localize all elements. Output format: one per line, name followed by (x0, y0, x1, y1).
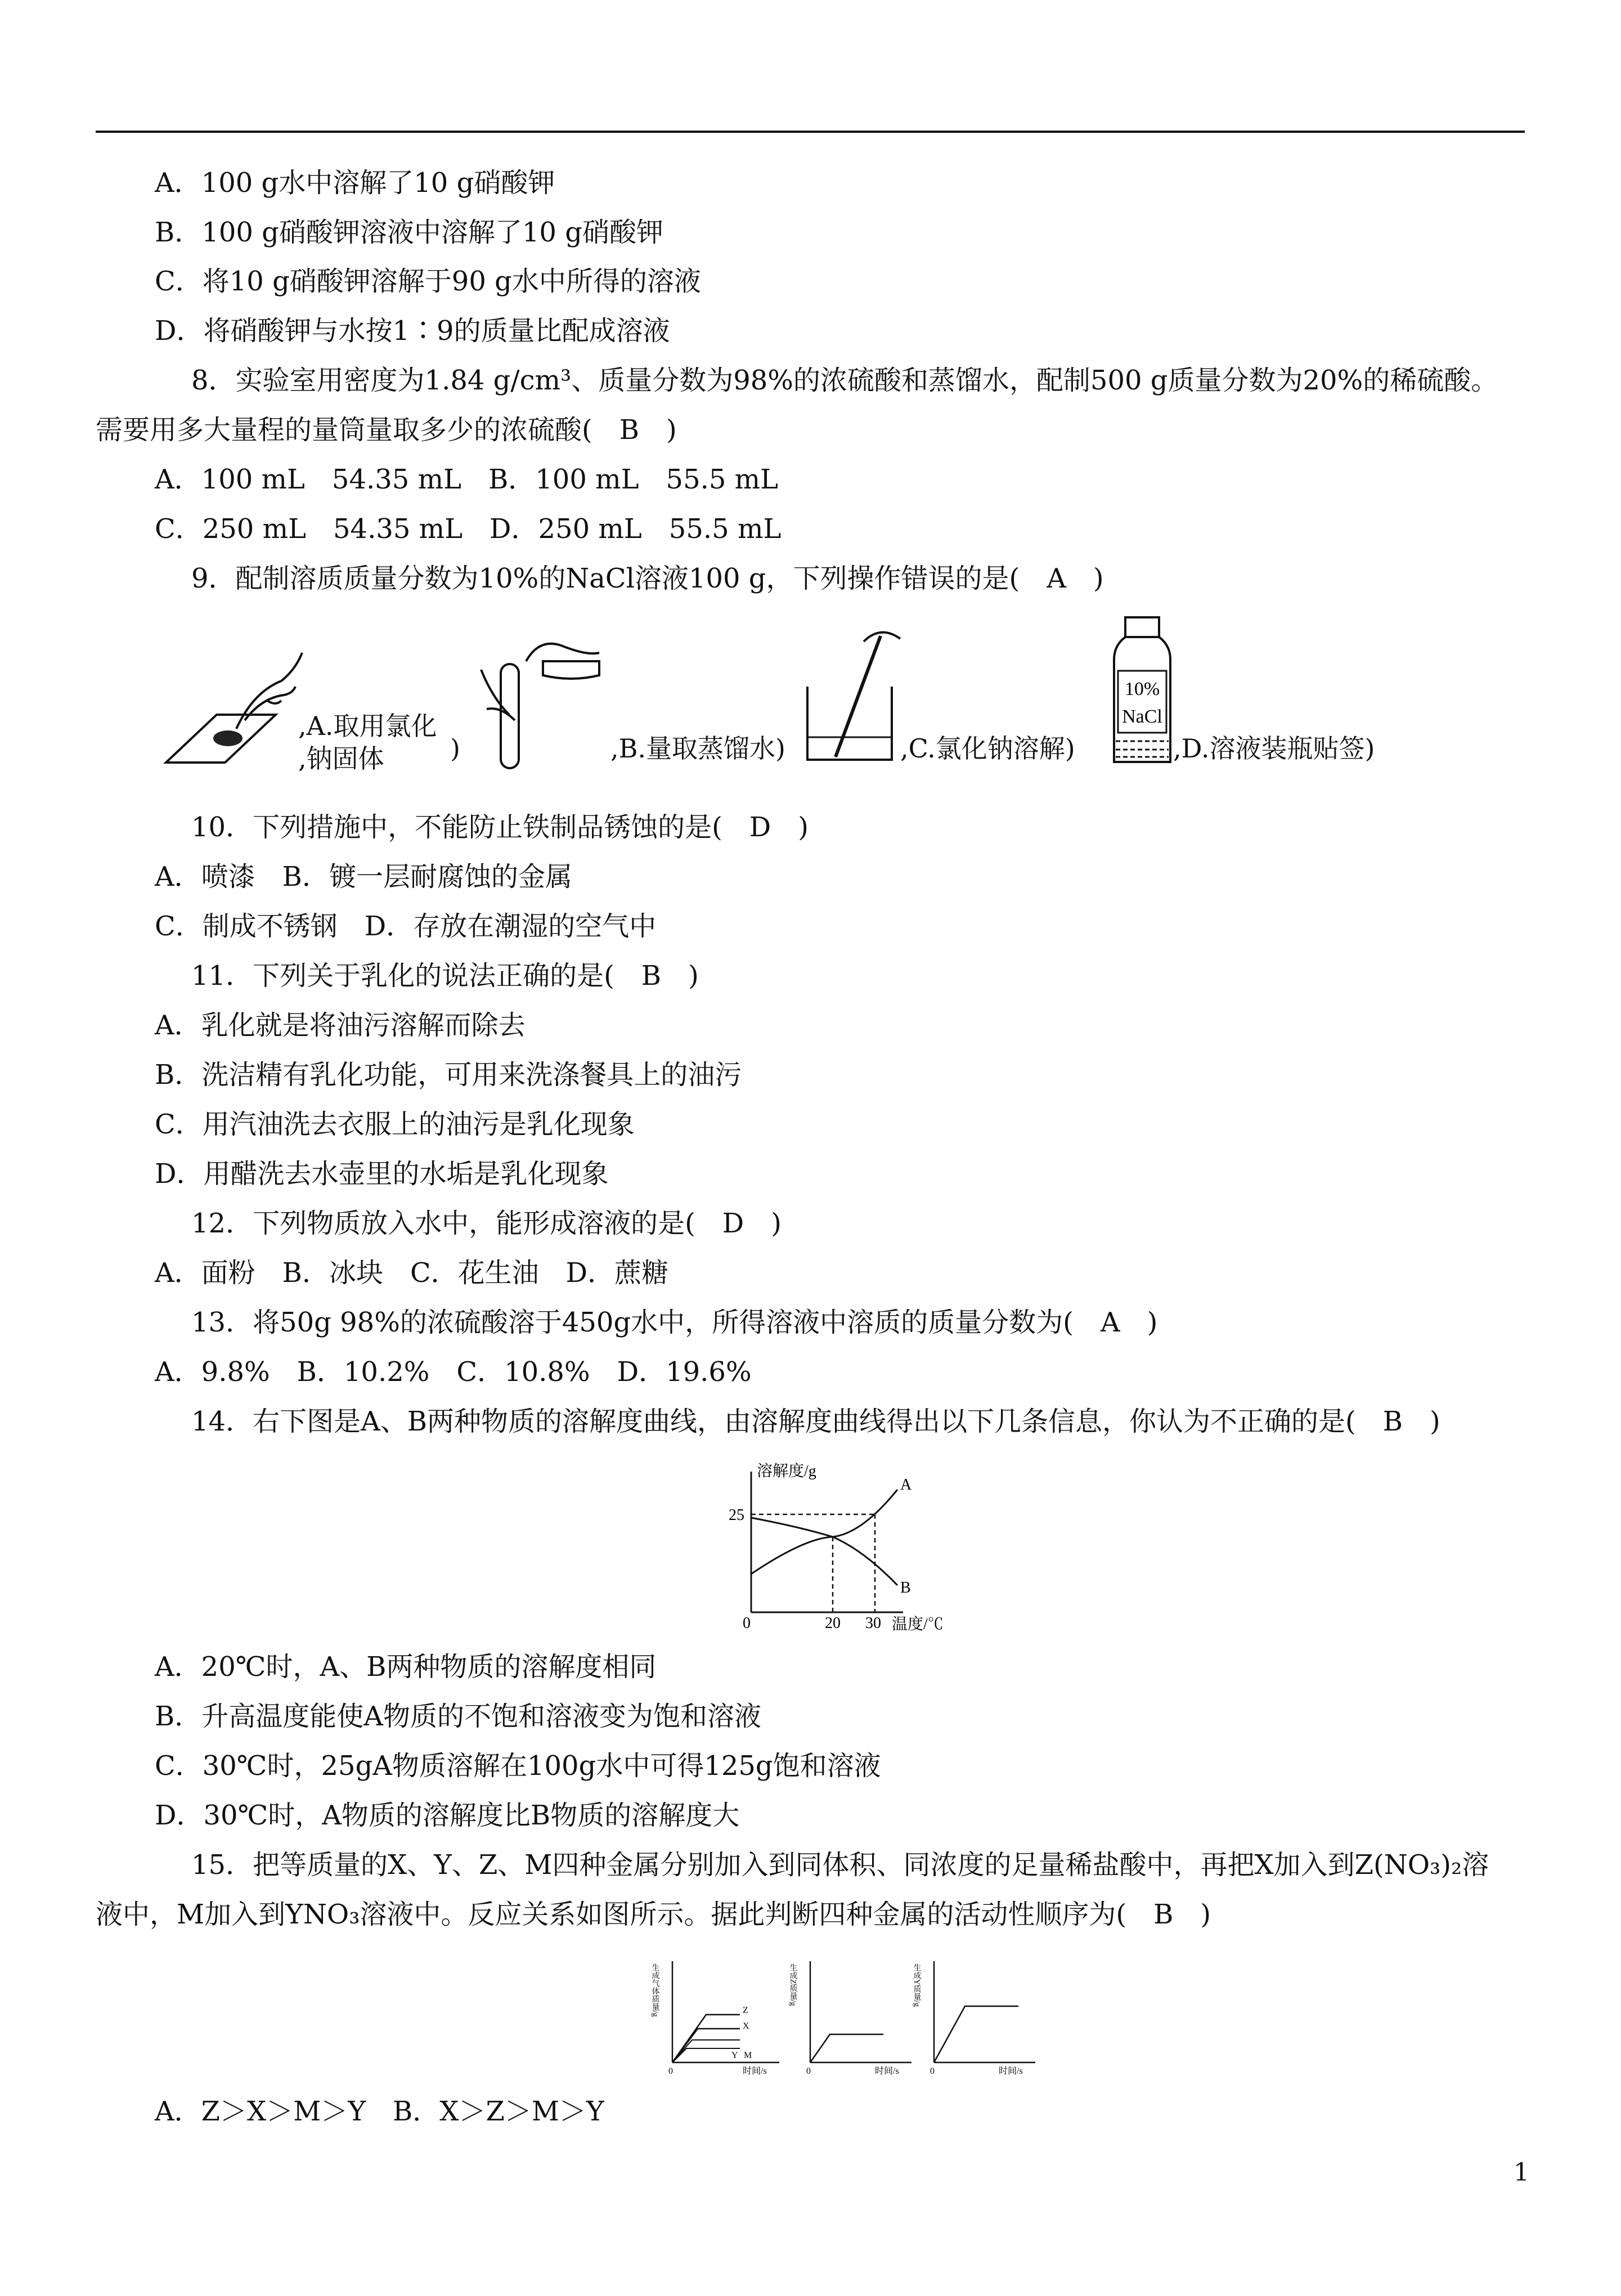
q8-options-1: A．100 mL 54.35 mL B．100 mL 55.5 mL (155, 464, 779, 495)
q14-option-c: C．30℃时，25gA物质溶解在100g水中可得125g饱和溶液 (155, 1750, 881, 1782)
q15-g1-origin: 0 (668, 2066, 673, 2076)
page-number: 1 (1514, 2158, 1529, 2187)
q14-option-d: D．30℃时，A物质的溶解度比B物质的溶解度大 (155, 1800, 740, 1831)
q14-series-b-label: B (900, 1579, 911, 1597)
q15-g2-origin: 0 (806, 2066, 811, 2076)
q10-options-2: C．制成不锈钢 D．存放在潮湿的空气中 (155, 911, 657, 942)
q15-g1-label-z: Z (743, 2006, 748, 2015)
q9-figure-b-label: ,B.量取蒸馏水) (610, 733, 785, 764)
q8-options-2: C．250 mL 54.35 mL D．250 mL 55.5 mL (155, 513, 782, 545)
q15-stem-line2: 液中，M加入到YNO₃溶液中。反应关系如图所示。据此判断四种金属的活动性顺序为( B ) (96, 1899, 1211, 1930)
q14-option-b: B．升高温度能使A物质的不饱和溶液变为饱和溶液 (155, 1701, 761, 1732)
q11-option-a: A．乳化就是将油污溶解而除去 (155, 1010, 526, 1041)
q14-xlabel: 温度/℃ (892, 1616, 944, 1633)
q9-figure-d-label: ,D.溶液装瓶贴签) (1173, 733, 1375, 764)
q10-options-1: A．喷漆 B．镀一层耐腐蚀的金属 (155, 861, 572, 893)
header-rule (96, 131, 1525, 133)
q13-options: A．9.8% B．10.2% C．10.8% D．19.6% (155, 1356, 752, 1388)
q11-stem: 11．下列关于乳化的说法正确的是( B ) (191, 960, 699, 992)
q15-g1-ylabel: 生成气体质量/g (650, 1963, 659, 2017)
q14-series-a-label: A (900, 1476, 912, 1494)
q9-figure-d (1111, 615, 1173, 766)
q7-option-a: A．100 g水中溶解了10 g硝酸钾 (155, 167, 555, 199)
q14-x-tick-20: 20 (825, 1615, 841, 1632)
q14-stem: 14．右下图是A、B两种物质的溶解度曲线，由溶解度曲线得出以下几条信息，你认为不正确的是( B ) (191, 1406, 1440, 1437)
q11-option-b: B．洗洁精有乳化功能，可用来洗涤餐具上的油污 (155, 1059, 742, 1091)
q15-options: A．Z＞X＞M＞Y B．X＞Z＞M＞Y (155, 2096, 604, 2127)
q7-option-b: B．100 g硝酸钾溶液中溶解了10 g硝酸钾 (155, 217, 663, 248)
q15-g2-ylabel: 生成Z质量/g (788, 1963, 797, 2006)
q14-ylabel: 溶解度/g (757, 1463, 816, 1480)
q7-option-d: D．将硝酸钾与水按1∶9的质量比配成溶液 (155, 315, 670, 347)
q15-stem-line1: 15．把等质量的X、Y、Z、M四种金属分别加入到同体积、同浓度的足量稀盐酸中，再把X加入到Z(NO₃)₂溶 (191, 1849, 1489, 1881)
q15-g1-label-x: X (743, 2021, 749, 2031)
q15-g3-ylabel: 生成Y质量/g (912, 1963, 921, 2007)
q14-option-a: A．20℃时，A、B两种物质的溶解度相同 (155, 1651, 657, 1683)
q15-g1-label-y: Y (731, 2051, 738, 2060)
q13-stem: 13．将50g 98%的浓硫酸溶于450g水中，所得溶液中溶质的质量分数为( A ) (191, 1307, 1158, 1338)
q14-origin: 0 (743, 1615, 751, 1632)
q10-stem: 10．下列措施中，不能防止铁制品锈蚀的是( D ) (191, 811, 809, 843)
q15-graph-1 (650, 1956, 793, 2079)
q8-stem-line1: 8．实验室用密度为1.84 g/cm³、质量分数为98%的浓硫酸和蒸馏水，配制500 g质量分数为20%的稀硫酸。 (191, 365, 1498, 396)
bottle-label-nacl: NaCl (1122, 706, 1162, 727)
q15-g3-origin: 0 (930, 2066, 935, 2076)
q11-option-c: C．用汽油洗去衣服上的油污是乳化现象 (155, 1109, 635, 1140)
q11-option-d: D．用醋洗去水壶里的水垢是乳化现象 (155, 1158, 609, 1190)
q9-figure-a-label-2: ,钠固体 (298, 743, 384, 774)
q9-figure-a-close: ) (450, 733, 460, 764)
q9-figure-c (802, 625, 909, 765)
q9-figure-a-label-1: ,A.取用氯化 (298, 711, 437, 741)
q15-g2-xlabel: 时间/s (875, 2066, 899, 2076)
q15-g1-xlabel: 时间/s (743, 2066, 767, 2076)
q12-options: A．面粉 B．冰块 C．花生油 D．蔗糖 (155, 1257, 669, 1289)
q7-option-c: C．将10 g硝酸钾溶解于90 g水中所得的溶液 (155, 266, 701, 297)
q14-y-tick-25: 25 (729, 1506, 744, 1524)
q15-graph-3 (914, 1956, 1044, 2079)
q9-figure-c-label: ,C.氯化钠溶解) (900, 733, 1075, 764)
q9-stem: 9．配制溶质质量分数为10%的NaCl溶液100 g，下列操作错误的是( A ) (191, 563, 1104, 594)
q12-stem: 12．下列物质放入水中，能形成溶液的是( D ) (191, 1208, 782, 1239)
q14-x-tick-30: 30 (865, 1615, 881, 1632)
q9-figure-b (470, 630, 616, 771)
q15-graph-2 (788, 1956, 920, 2079)
q8-stem-line2: 需要用多大量程的量筒量取多少的浓硫酸( B ) (96, 414, 677, 446)
q15-g1-label-m: M (744, 2051, 752, 2060)
bottle-label-percent: 10% (1124, 679, 1160, 699)
q14-solubility-chart (715, 1460, 962, 1633)
q15-g3-xlabel: 时间/s (999, 2066, 1023, 2076)
